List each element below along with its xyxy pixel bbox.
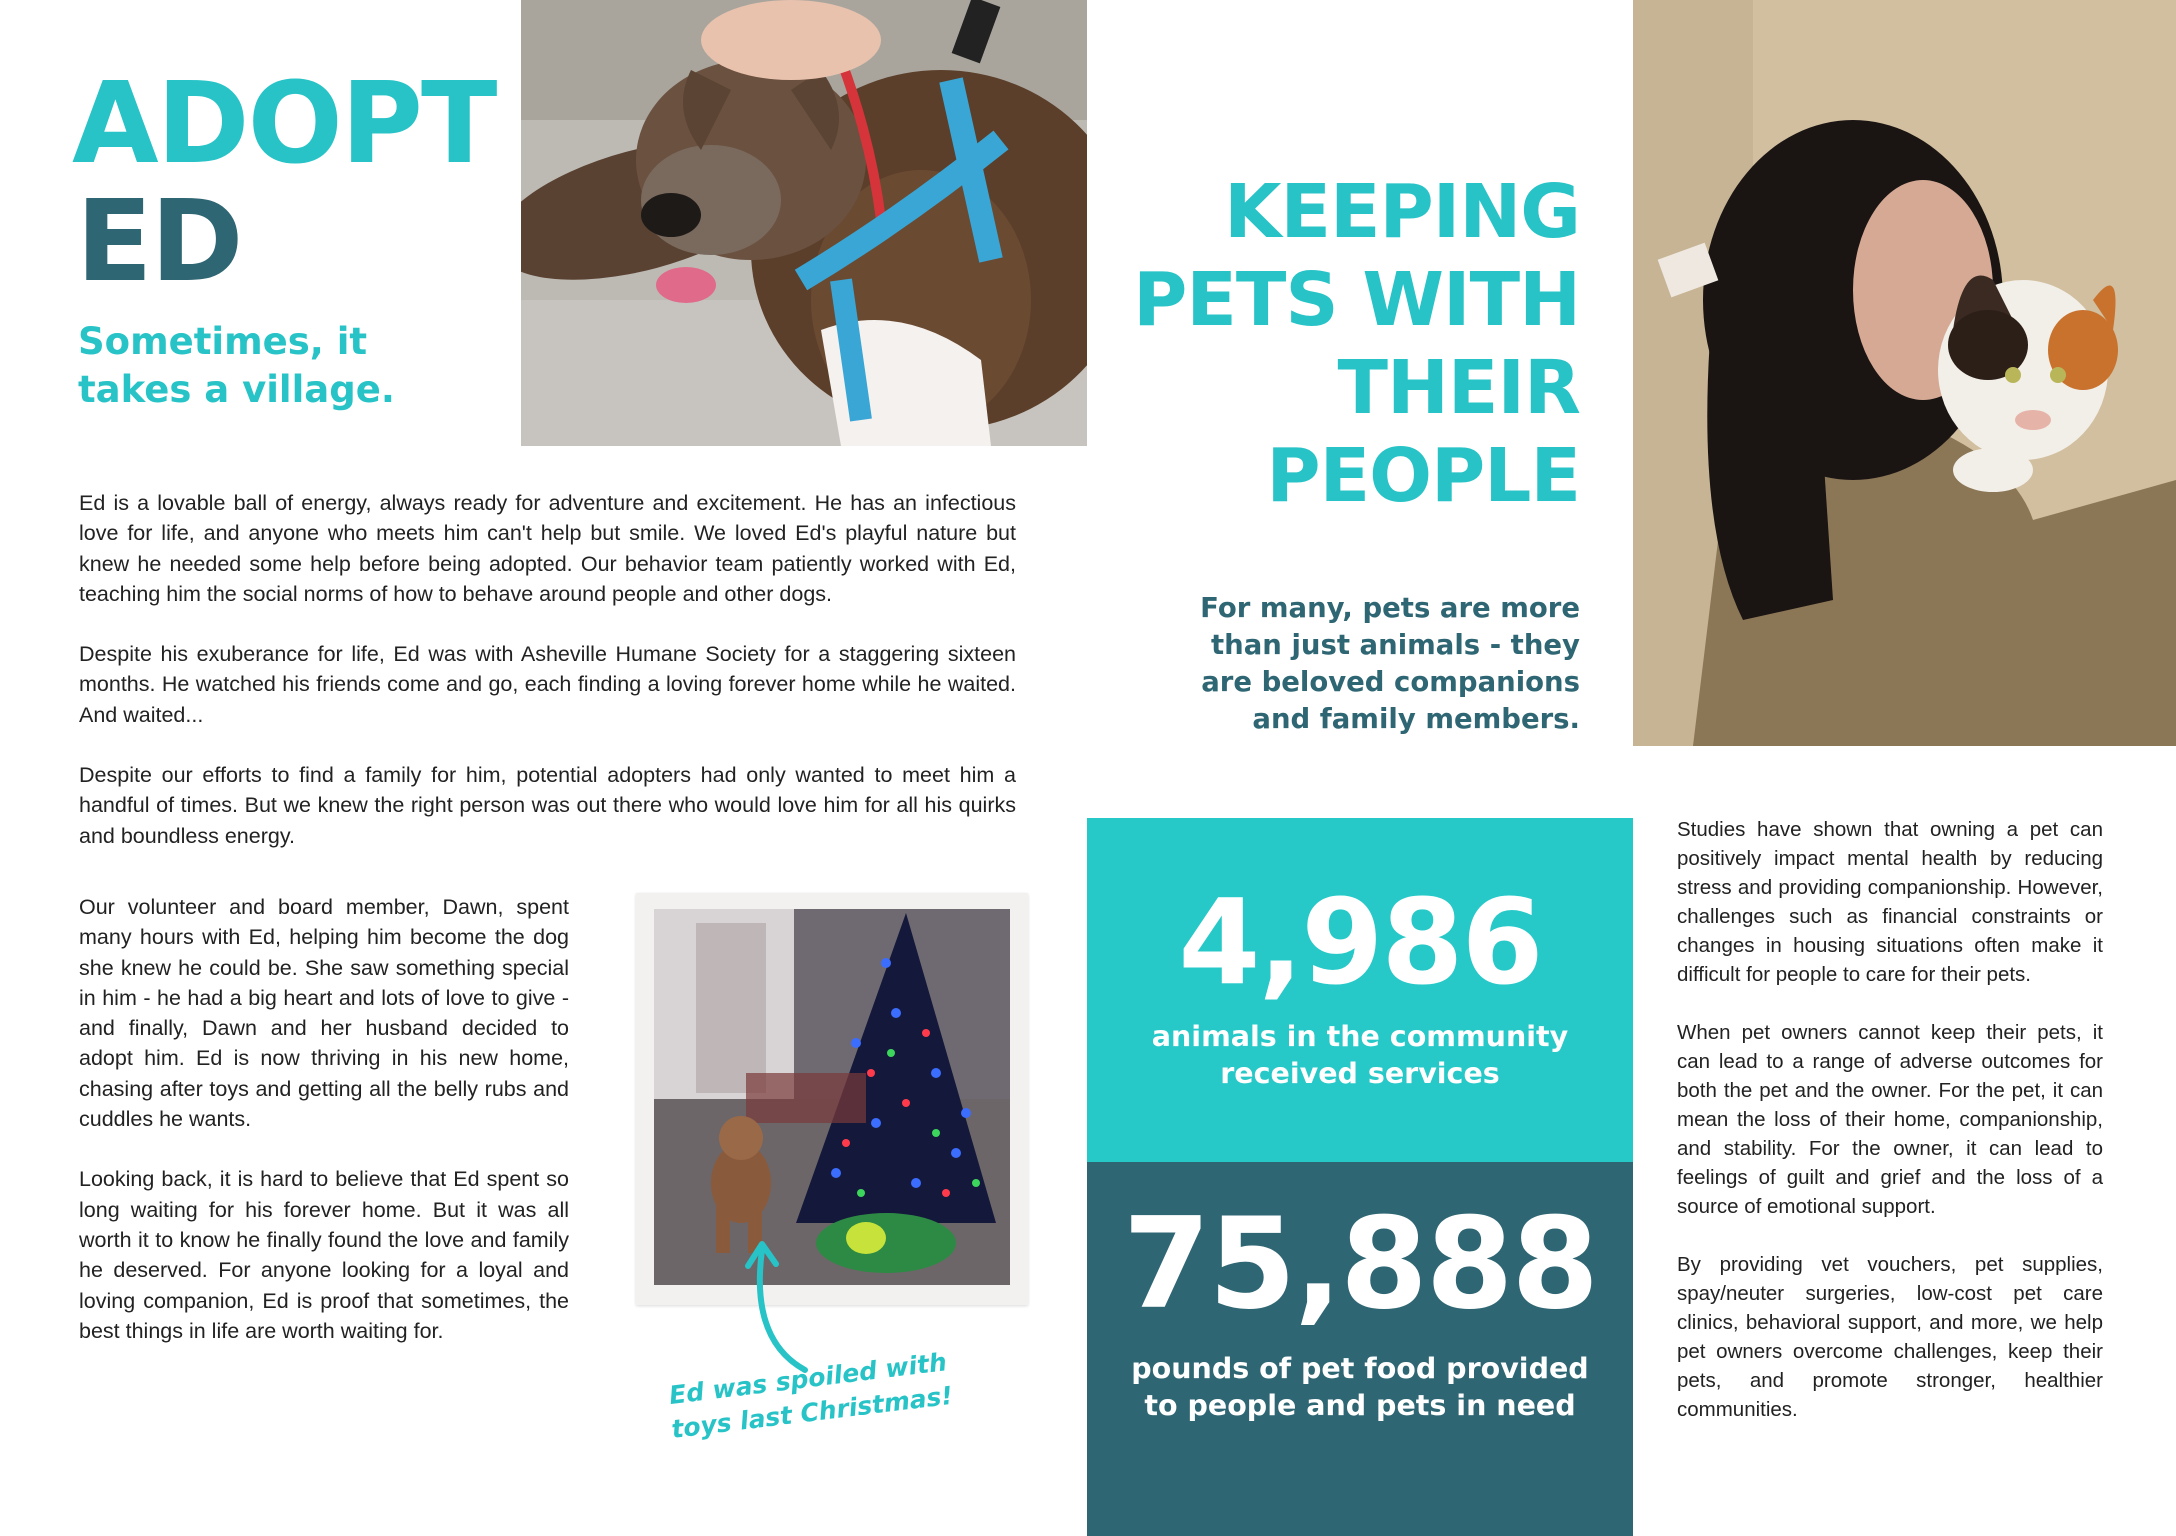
subtitle-line-4: and family members. xyxy=(1252,703,1580,735)
subtitle-line-2: than just animals - they xyxy=(1211,629,1580,661)
woman-holding-cat-photo xyxy=(1633,0,2176,746)
pets-paragraph-3: By providing vet vouchers, pet supplies, spay/neuter surgeries, low-cost pet care clinics, behavioral support, and more, we help pet owners overcome challenges, keep their pets, and promote stronger, healthier communities. xyxy=(1677,1253,2103,1421)
stat-value-pet-food: 75,888 xyxy=(1122,1190,1598,1337)
title-ed: ED xyxy=(76,177,242,307)
keeping-pets-subtitle xyxy=(1150,590,1580,738)
curved-arrow-icon xyxy=(740,1230,820,1380)
story-paragraph-2: Despite his exuberance for life, Ed was with Asheville Humane Society for a staggering sixteen months. He watched his friends come and go, each finding a loving forever home while he waited. And waited... xyxy=(79,642,1016,727)
story-text-bottom xyxy=(79,892,569,1376)
title-line-3: THEIR xyxy=(1337,345,1580,431)
photo-caption: Ed was spoiled with toys last Christmas! xyxy=(667,1347,955,1445)
story-text-top xyxy=(79,488,1016,881)
story-paragraph-3: Despite our efforts to find a family for him, potential adopters had only wanted to meet him a handful of times. But we knew the right person was out there who would love him for all his quirks and boundless energy. xyxy=(79,763,1016,848)
pets-paragraph-1: Studies have shown that owning a pet can positively impact mental health by reducing stress and providing companionship. However, challenges such as financial constraints or changes in housing situations often make it difficult for people to care for their pets. xyxy=(1677,818,2103,986)
pets-text xyxy=(1677,815,2103,1424)
subtitle-line-1: For many, pets are more xyxy=(1200,592,1580,624)
stat-label-pet-food: pounds of pet food provided to people and pets in need xyxy=(1131,1352,1589,1422)
title-adopt: ADOPT xyxy=(72,59,496,189)
title-line-2: PETS WITH xyxy=(1133,257,1580,343)
story-paragraph-1: Ed is a lovable ball of energy, always ready for adventure and excitement. He has an infectious love for life, and anyone who meets him can't help but smile. We loved Ed's playful nature but knew he needed some help before being adopted. Our behavior team patiently worked with Ed, teaching him the social norms of how to behave around people and other dogs. xyxy=(79,491,1016,606)
keeping-pets-title xyxy=(1100,168,1580,520)
subtitle-line-3: are beloved companions xyxy=(1201,666,1580,698)
title-line-1: KEEPING xyxy=(1224,169,1580,255)
stat-box-pet-food xyxy=(1087,1162,1633,1536)
stat-box-animals xyxy=(1087,818,1633,1162)
stat-value-animals: 4,986 xyxy=(1178,873,1542,1011)
dog-portrait-photo xyxy=(521,0,1087,446)
tagline: Sometimes, it takes a village. xyxy=(78,320,395,411)
story-paragraph-4: Our volunteer and board member, Dawn, spent many hours with Ed, helping him become the dog she knew he could be. She saw something special in him - he had a big heart and lots of love to give - and finally, Dawn and her husband decided to adopt him. Ed is now thriving in his new home, chasing after toys and getting all the belly rubs and cuddles he wants. xyxy=(79,895,569,1132)
story-paragraph-5: Looking back, it is hard to believe that Ed spent so long waiting for his forever home. But it was all worth it to know he finally found the love and family he deserved. For anyone looking for a loyal and loving companion, Ed is proof that sometimes, the best things in life are worth waiting for. xyxy=(79,1167,569,1343)
stat-label-animals: animals in the community received services xyxy=(1151,1020,1569,1090)
pets-paragraph-2: When pet owners cannot keep their pets, it can lead to a range of adverse outcomes for both the pet and the owner. For the pet, it can mean the loss of their home, companionship, and stability. For the owner, it can lead to feelings of guilt and grief and the loss of a source of emotional support. xyxy=(1677,1021,2103,1218)
title-line-4: PEOPLE xyxy=(1266,433,1580,519)
dog-christmas-tree-photo xyxy=(636,893,1028,1305)
